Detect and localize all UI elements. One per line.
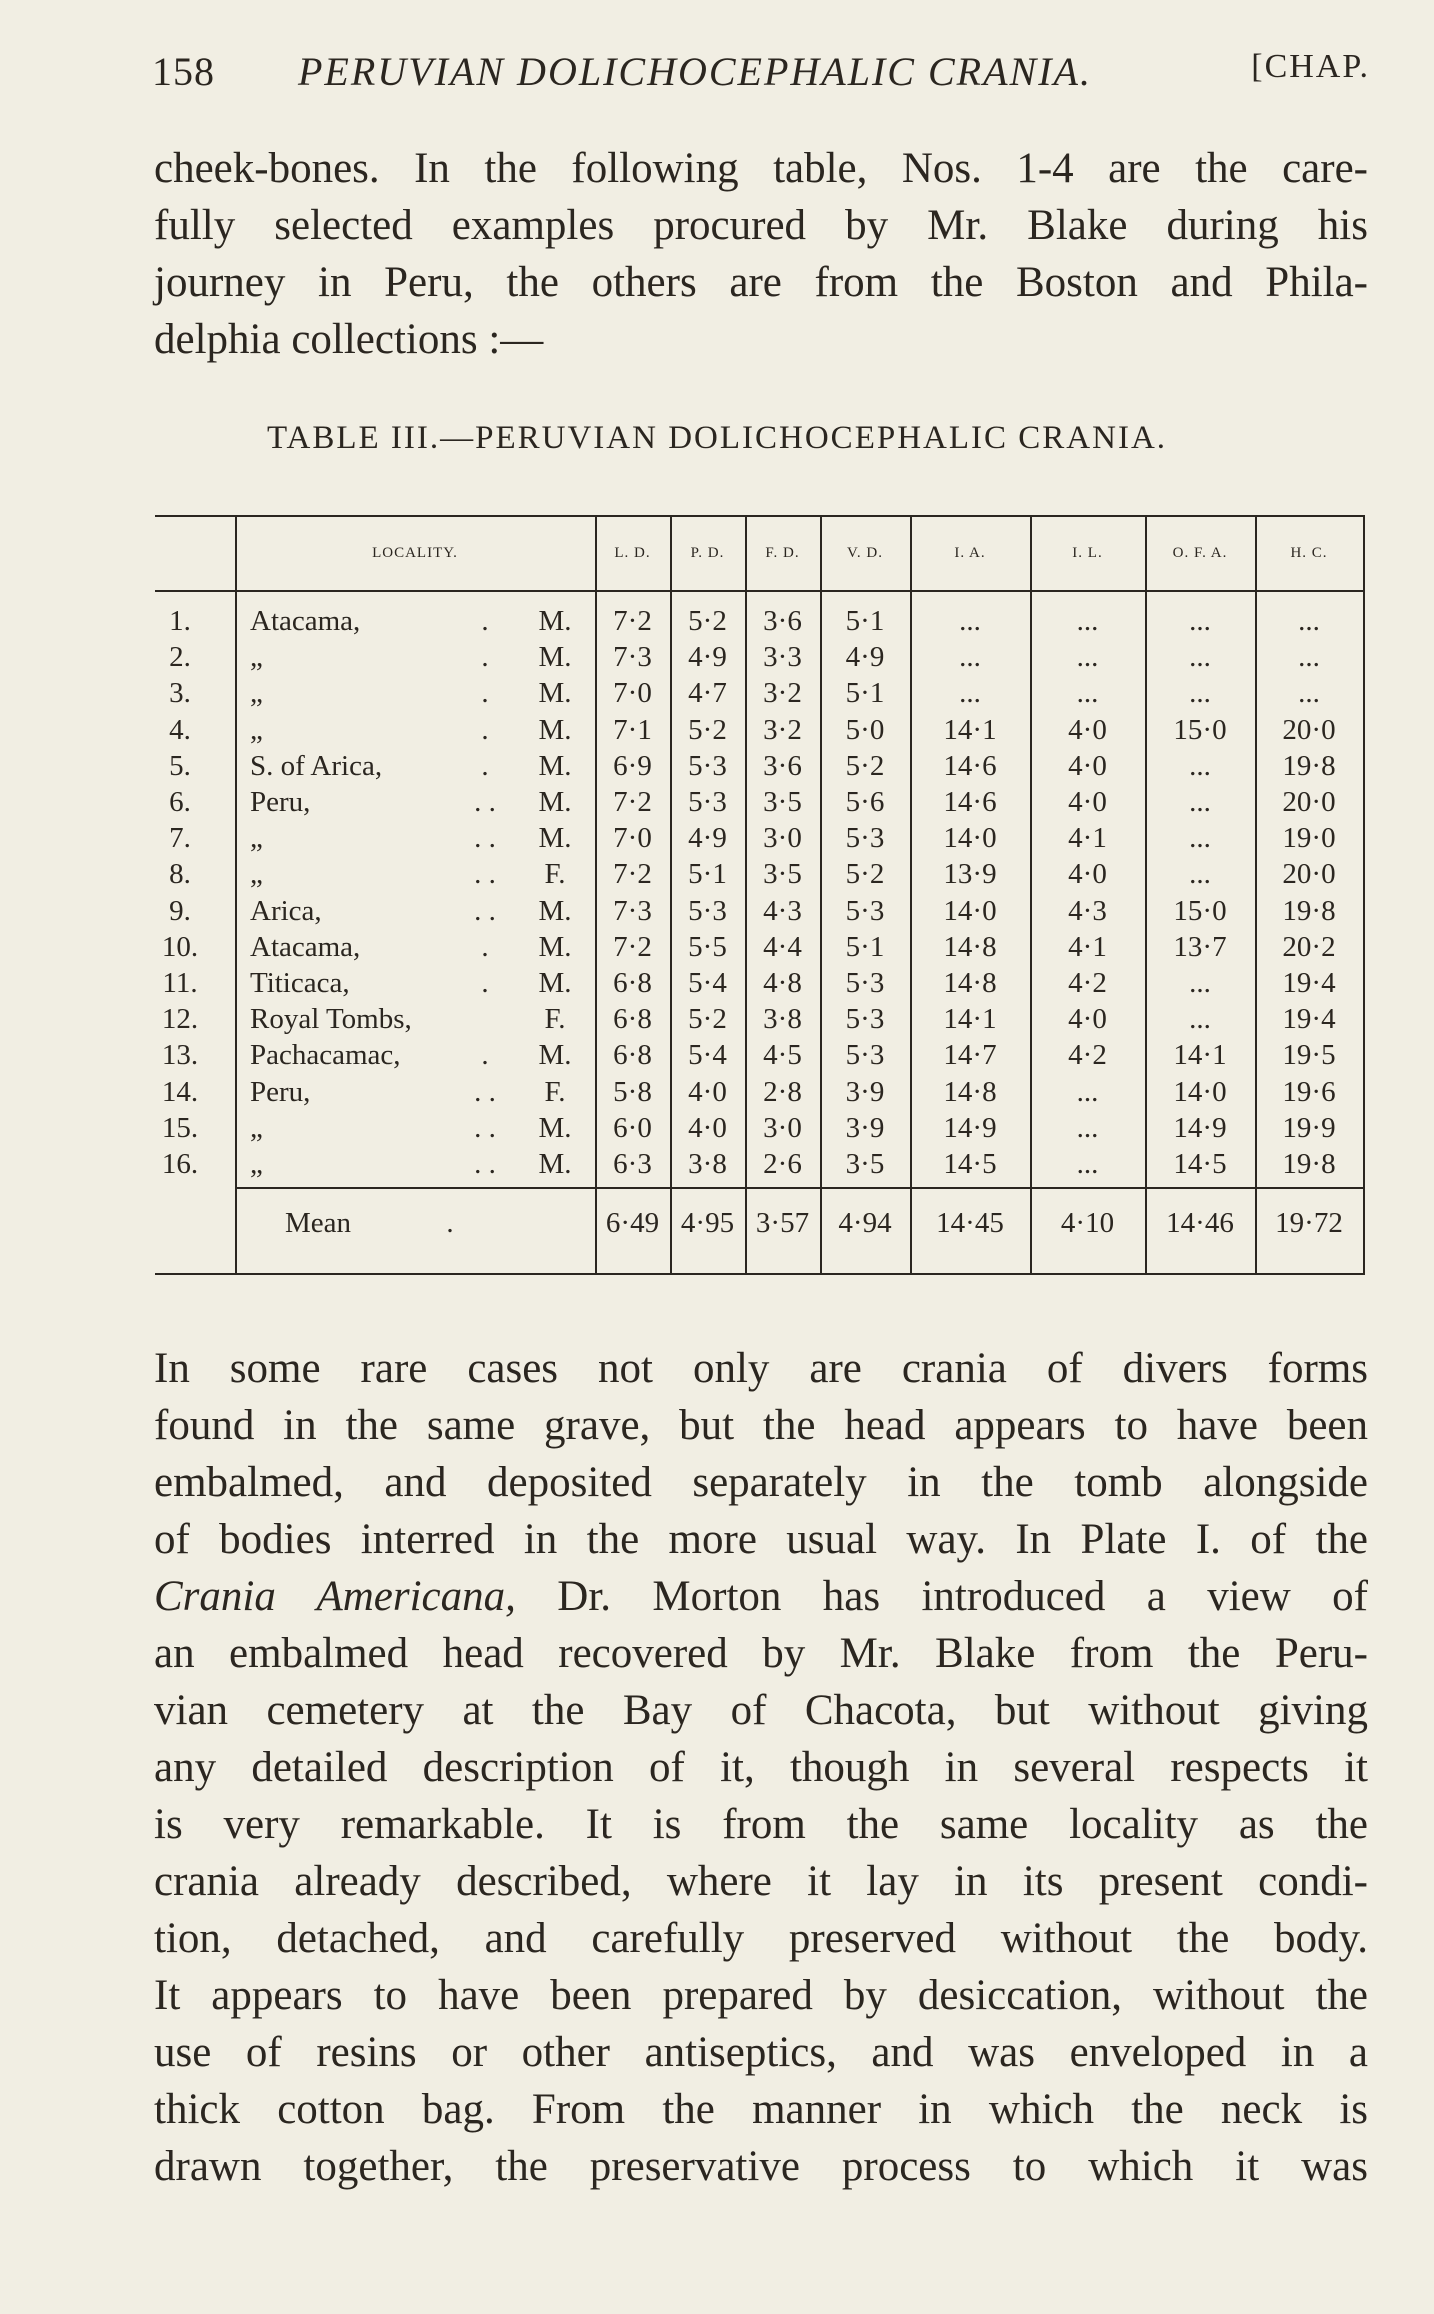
table-cell: 5·3 [845,967,885,999]
text-line: use of resins or other antiseptics, and was enveloped in a [154,2029,1368,2076]
table-cell: 5·0 [845,713,885,746]
table-cell: 19·8 [1282,749,1336,782]
body-paragraph [154,1340,1368,2195]
table-cell: 19·0 [1282,822,1336,855]
table-cell: M. [538,641,572,674]
table-cell: 6. [169,786,191,818]
table-cell: 5·2 [688,605,727,637]
table-cell: 14·5 [1173,1148,1227,1180]
table-cell: 14·8 [943,967,997,999]
table-cell: . . [474,1148,496,1180]
text-line: In some rare cases not only are crania of divers forms [154,1345,1368,1392]
table-cell: M. [538,677,572,710]
table-cell: ... [1189,605,1211,637]
table-cell: 14·7 [943,1039,997,1072]
table-cell: F. [544,1003,566,1036]
table-cell: 2·8 [763,1075,802,1108]
table-cell: 14·8 [943,930,997,963]
table-cell: . [481,713,489,746]
table-cell: 4·10 [1060,1207,1115,1239]
column-header: O. F. A. [1172,545,1228,561]
table-cell: S. of Arica, [250,749,383,782]
table-cell: 5·1 [845,605,885,637]
table-cell: M. [538,930,572,963]
table-cell: . . [474,1111,496,1144]
table-cell: „ [250,1111,263,1144]
table-cell: 3·2 [763,713,802,746]
table-cell: 14·0 [943,822,997,855]
table-cell: 4·5 [763,1039,802,1072]
table-cell: 3·9 [845,1111,885,1144]
table-cell: 4·9 [688,641,727,674]
table-cell: „ [250,1148,263,1180]
table-cell: . [481,749,489,782]
table-cell: . [446,1207,454,1239]
table-cell: 7·3 [613,894,652,927]
table-cell: ... [1076,605,1099,637]
table-cell: 3·8 [688,1148,727,1180]
table-cell: 14·9 [943,1111,997,1144]
table-cell: 6·49 [605,1207,660,1239]
table-cell: 7. [169,822,191,855]
table-cell: ... [1189,822,1211,855]
table-cell: M. [538,967,572,999]
table-cell: 19·8 [1282,1148,1336,1180]
table-cell: 20·0 [1282,786,1336,818]
table-cell: 5·1 [845,677,885,710]
table-cell: 5·3 [845,1003,885,1036]
table-cell: 7·2 [613,930,652,963]
table-cell: 3·6 [763,749,802,782]
column-header: I. L. [1072,545,1103,561]
table-cell: ... [1189,967,1211,999]
text-line: fully selected examples procured by Mr. Blake during his [154,202,1368,249]
table-cell: M. [538,713,572,746]
table-cell: 5·2 [845,858,885,891]
table-cell: 4·0 [1068,713,1107,746]
table-cell: . . [474,858,496,891]
table-cell: ... [1076,1111,1099,1144]
table-cell: 14·6 [943,786,997,818]
table-cell: 14·0 [943,894,997,927]
table-cell: 4·0 [1068,786,1107,818]
table-cell: 20·0 [1282,858,1336,891]
table-cell: ... [1298,605,1320,637]
table-cell: ... [1076,1075,1099,1108]
header-rule [155,590,1365,592]
column-header: F. D. [765,545,800,561]
table-cell: 3. [169,677,191,710]
table-title: TABLE III.—PERUVIAN DOLICHOCEPHALIC CRANIA. [266,420,1168,456]
table-cell: . [481,641,489,674]
column-header: I. A. [954,545,986,561]
table-cell: . . [474,894,496,927]
table-cell: 5·2 [688,713,727,746]
table-cell: 19·9 [1282,1111,1336,1144]
table-cell: 7·2 [613,786,652,818]
table-cell: 4·9 [845,641,885,674]
table-cell: 15·0 [1173,894,1227,927]
text-line: journey in Peru, the others are from the Boston and Phila- [154,259,1368,306]
text-line: cheek-bones. In the following table, Nos. 1-4 are the care- [154,145,1368,192]
table-cell: 4·0 [1068,858,1107,891]
table-cell: „ [250,822,263,855]
table-cell: ... [1189,786,1211,818]
table-cell: M. [538,786,572,818]
table-cell: 4·1 [1068,930,1107,963]
table-cell: . [481,605,489,637]
table-cell: 10. [161,930,199,963]
table-top-rule [155,515,1365,517]
table-cell: 5·6 [845,786,885,818]
table-cell: . [481,967,489,999]
table-cell: ... [959,677,981,710]
column-header: H. C. [1290,545,1328,561]
table-cell: . [481,1039,489,1072]
table-cell: 4·94 [838,1207,892,1239]
table-cell: 4·2 [1068,1039,1107,1072]
table-cell: Arica, [250,894,322,927]
table-cell: 4·8 [763,967,802,999]
table-cell: Mean [285,1207,352,1239]
table-cell: ... [1076,641,1099,674]
table-cell: 5. [169,749,191,782]
table-cell: 14·8 [943,1075,997,1108]
table-cell: 14·1 [1173,1039,1227,1072]
table-cell: 12. [161,1003,199,1036]
table-cell: M. [538,1111,572,1144]
table-cell: 7·1 [613,713,652,746]
table-cell: 3·5 [763,786,802,818]
table-cell: Royal Tombs, [250,1003,412,1036]
table-cell: M. [538,1148,572,1180]
table-cell: 6·9 [613,749,652,782]
table-cell: 5·1 [845,930,885,963]
text-line: tion, detached, and carefully preserved without the body. [154,1915,1368,1962]
table-cell: „ [250,641,263,674]
table-cell: 5·3 [845,822,885,855]
table-cell: 5·4 [688,1039,727,1072]
table-cell: . . [474,1075,496,1108]
text-line: is very remarkable. It is from the same locality as the [154,1801,1368,1848]
table-cell: 19·8 [1282,894,1336,927]
text-line: vian cemetery at the Bay of Chacota, but without giving [154,1687,1368,1734]
table-cell: 3·2 [763,677,802,710]
running-header [140,40,1370,110]
table-cell: 16. [161,1148,199,1180]
table-cell: 3·6 [763,605,802,637]
table-cell: 11. [162,967,198,999]
text-line: delphia collections :— [154,316,544,363]
table-cell: 19·4 [1282,1003,1336,1036]
table-cell: „ [250,677,263,710]
table-cell: M. [538,605,572,637]
table-cell: 19·5 [1282,1039,1336,1072]
table-cell: 5·1 [688,858,727,891]
table-cell: Pachacamac, [250,1039,401,1072]
table-cell: 7·0 [613,822,652,855]
table-cell: . [481,930,489,963]
table-cell: 14. [161,1075,199,1108]
table-cell: 4·0 [1068,749,1107,782]
table-cell: 9. [169,894,191,927]
text-line: Crania Americana, Dr. Morton has introduced a view of [154,1573,1368,1620]
table-cell: 4. [169,713,191,746]
table-cell: 6·8 [613,967,652,999]
column-header: L. D. [614,545,651,561]
table-cell: 4·2 [1068,967,1107,999]
table-cell: ... [1076,677,1099,710]
table-cell: . . [474,822,496,855]
table-cell: Titicaca, [250,967,350,999]
text-line: found in the same grave, but the head appears to have been [154,1402,1368,1449]
text-line: embalmed, and deposited separately in the tomb alongside [154,1459,1368,1506]
table-cell: 6·0 [613,1111,652,1144]
table-cell: 3·0 [763,822,802,855]
table-cell: Peru, [250,786,311,818]
table-cell: 4·7 [688,677,727,710]
table-cell: ... [1298,641,1320,674]
text-line: drawn together, the preservative process to which it was [154,2143,1368,2190]
column-header: LOCALITY. [372,545,458,561]
table-cell: ... [1189,749,1211,782]
table-cell: 19·72 [1275,1207,1343,1239]
table-cell: . . [474,786,496,818]
table-cell: 6·3 [613,1148,652,1180]
table-cell: 8. [169,858,191,891]
table-cell: 19·4 [1282,967,1336,999]
table-cell: 3·5 [845,1148,885,1180]
column-divider [235,515,237,1275]
table-cell: ... [1189,1003,1211,1036]
table-cell: 4·1 [1068,822,1107,855]
text-line: of bodies interred in the more usual way. In Plate I. of the [154,1516,1368,1563]
table-cell: ... [959,641,981,674]
page-number: 158 [152,49,215,94]
table-cell: 13·7 [1173,930,1227,963]
table-cell: 20·2 [1282,930,1336,963]
text-line: thick cotton bag. From the manner in which the neck is [154,2086,1368,2133]
table-cell: „ [250,858,263,891]
table-cell: ... [1189,677,1211,710]
table-cell: 5·3 [688,894,727,927]
table-cell: 3·5 [763,858,802,891]
table-cell: 14·45 [936,1207,1004,1239]
table-cell: 4·3 [763,894,802,927]
table-cell: 3·57 [755,1207,810,1239]
text-line: any detailed description of it, though in several respects it [154,1744,1368,1791]
book-title: Crania Americana, [154,1573,516,1620]
text-line: It appears to have been prepared by desiccation, without the [154,1972,1368,2019]
table-cell: 7·0 [613,677,652,710]
table-cell: M. [538,822,572,855]
table-cell: 5·3 [845,894,885,927]
table-cell: 7·2 [613,605,652,637]
table-cell: ... [1298,677,1320,710]
intro-paragraph [154,140,1368,368]
table-cell: 5·3 [845,1039,885,1072]
table-bottom-rule [155,1273,1365,1275]
table-cell: M. [538,894,572,927]
table-cell: 5·8 [613,1075,652,1108]
table-cell: 3·9 [845,1075,885,1108]
table-cell: 15. [161,1111,199,1144]
running-title: PERUVIAN DOLICHOCEPHALIC CRANIA. [298,49,1092,94]
table-cell: ... [1189,858,1211,891]
table-cell: Atacama, [250,605,361,637]
table-cell: 3·0 [763,1111,802,1144]
table-cell: M. [538,749,572,782]
table-cell: M. [538,1039,572,1072]
table-cell: 20·0 [1282,713,1336,746]
table-cell: ... [959,605,981,637]
mean-rule [235,1187,1365,1189]
table-cell: 4·0 [688,1075,727,1108]
table-cell: 14·1 [943,1003,997,1036]
table-cell: 14·0 [1173,1075,1227,1108]
table-cell: 13. [161,1039,199,1072]
table-cell: 14·5 [943,1148,997,1180]
table-cell: 5·3 [688,749,727,782]
table-cell: 14·6 [943,749,997,782]
table-cell: 13·9 [943,858,997,891]
table-cell: 4·0 [688,1111,727,1144]
table-cell: 4·4 [763,930,802,963]
text-line: crania already described, where it lay in its present condi- [154,1858,1368,1905]
table-cell: Atacama, [250,930,361,963]
table-cell: 6·8 [613,1039,652,1072]
table-cell: 4·3 [1068,894,1107,927]
table-cell: 15·0 [1173,713,1227,746]
table-cell: 4·0 [1068,1003,1107,1036]
table-cell: 14·9 [1173,1111,1227,1144]
table-cell: 5·3 [688,786,727,818]
table-cell: 4·95 [680,1207,735,1239]
table-cell: 19·6 [1282,1075,1336,1108]
table-cell: 5·2 [845,749,885,782]
table-cell: 1. [169,605,191,637]
table-cell: 3·3 [763,641,802,674]
table-cell: Peru, [250,1075,311,1108]
chapter-marker: [CHAP. [1251,48,1370,85]
table-cell: 7·2 [613,858,652,891]
table-cell: ... [1189,641,1211,674]
table-cell: 4·9 [688,822,727,855]
table-cell: 2·6 [763,1148,802,1180]
table-cell: 5·5 [688,930,727,963]
table-cell: „ [250,713,263,746]
table-cell: 2. [169,641,191,674]
table-cell: F. [544,858,566,891]
text-line: an embalmed head recovered by Mr. Blake from the Peru- [154,1630,1368,1677]
table-cell: 14·46 [1166,1207,1234,1239]
column-header: P. D. [690,545,725,561]
table-cell: 5·2 [688,1003,727,1036]
table-cell: . [481,677,489,710]
column-header: V. D. [847,545,883,561]
table-cell: 14·1 [943,713,997,746]
table-cell: F. [544,1075,566,1108]
table-cell: ... [1076,1148,1099,1180]
table-cell: 7·3 [613,641,652,674]
table-cell: 6·8 [613,1003,652,1036]
column-divider [1363,515,1365,1275]
table-cell: 3·8 [763,1003,802,1036]
crania-table [155,515,1365,1275]
table-cell: 5·4 [688,967,727,999]
